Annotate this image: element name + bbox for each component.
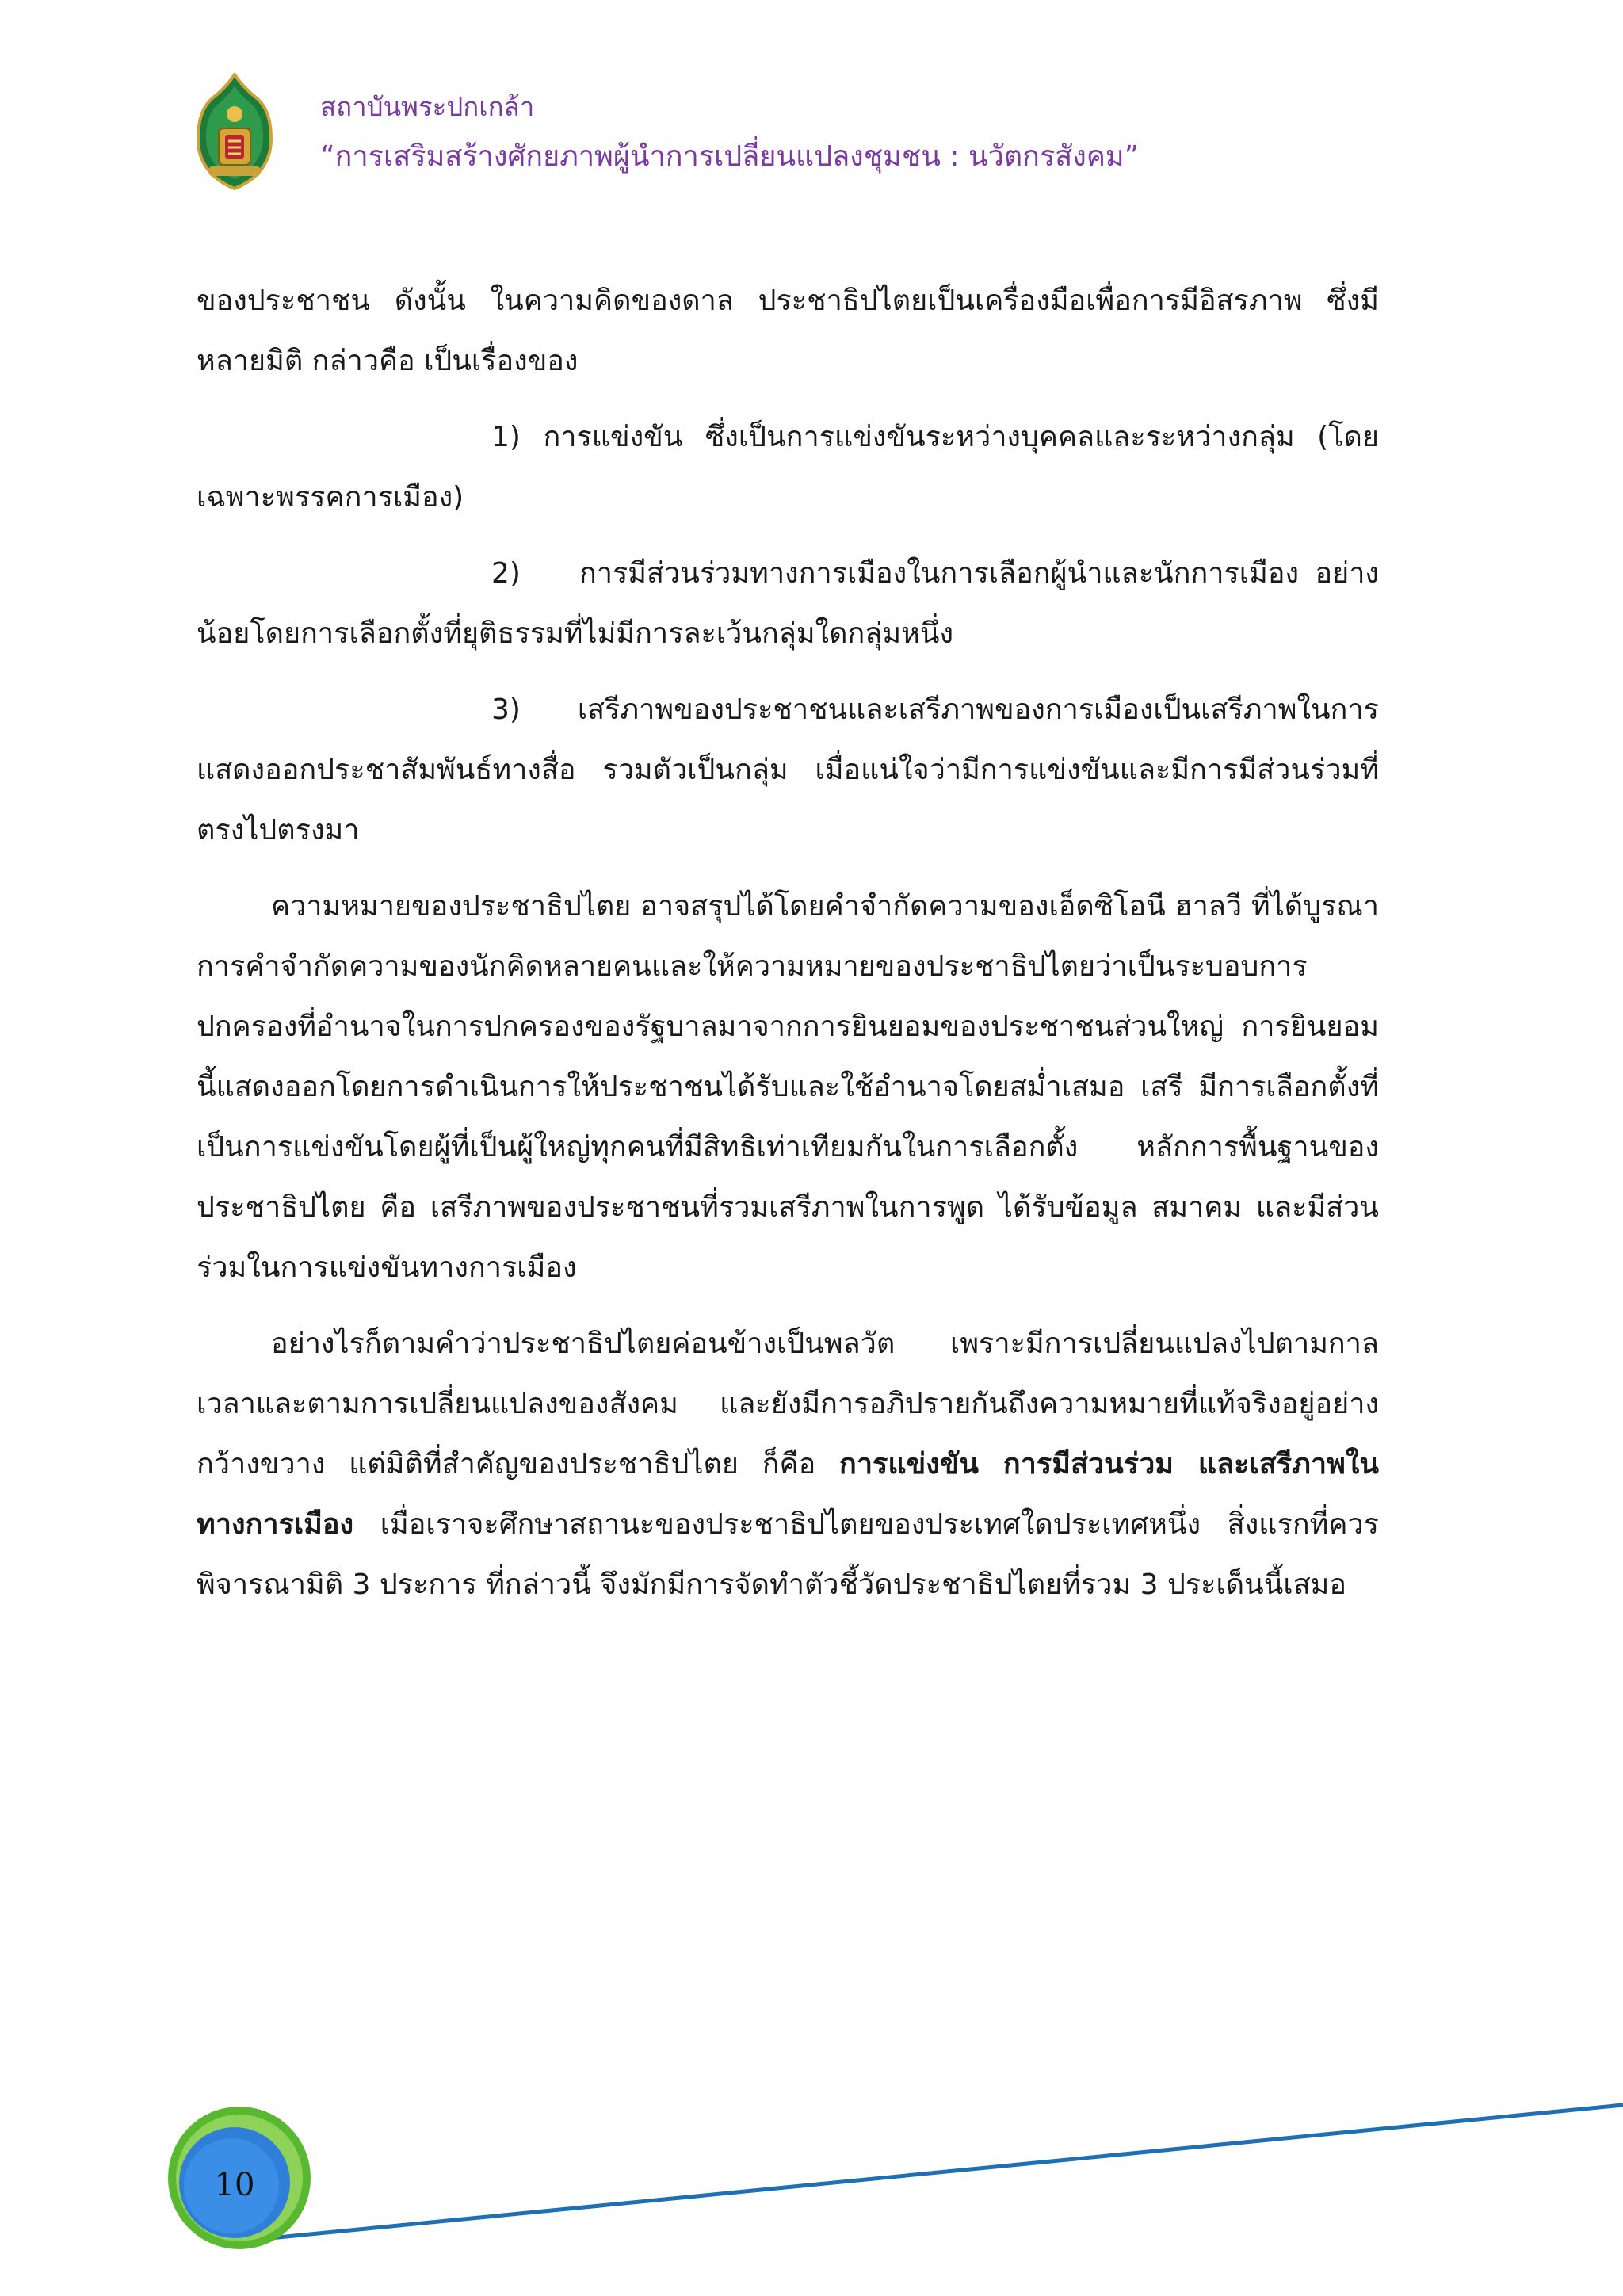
paragraph-3-bold: การแข่งขัน การมีส่วนร่วม และเสรีภาพในทางการเมือง	[197, 1448, 1379, 1541]
paragraph-3-start: อย่างไรก็ตามคำว่าประชาธิปไตยค่อนข้างเป็นพลวัต เพราะมีการเปลี่ยนแปลงไปตามกาลเวลาและตามการเปลี่ยนแปลงของสังคม และยังมีการอภิปรายกันถึงความหมายที่แท้จริงอยู่อย่างกว้างขวาง แต่มิติที่สำคัญของประชาธิปไตย ก็คือ	[197, 1328, 1379, 1480]
list-item-1-number: 1)	[491, 421, 521, 453]
list-item-1	[197, 407, 1379, 528]
list-item-1-text: การแข่งขัน ซึ่งเป็นการแข่งขันระหว่างบุคคลและระหว่างกลุ่ม (โดยเฉพาะพรรคการเมือง)	[197, 421, 1380, 514]
header-project-title: “การเสริมสร้างศักยภาพผู้นำการเปลี่ยนแปลงชุมชน : นวัตกรสังคม”	[320, 140, 1140, 173]
header-org-name: สถาบันพระปกเกล้า	[320, 91, 535, 122]
institute-emblem-icon	[197, 73, 273, 190]
paragraph-2: ความหมายของประชาธิปไตย อาจสรุปได้โดยคำจำกัดความของเอ็ดซิโอนี ฮาลวี ที่ได้บูรณาการคำจำกัดความของนักคิดหลายคนและให้ความหมายของประชาธิปไตยว่าเป็นระบอบการปกครองที่อำนาจในการปกครองของรัฐบาลมาจากการยินยอมของประชาชนส่วนใหญ่ การยินยอมนี้แสดงออกโดยการดำเนินการให้ประชาชนได้รับและใช้อำนาจโดยสม่ำเสมอ เสรี มีการเลือกตั้งที่เป็นการแข่งขันโดยผู้ที่เป็นผู้ใหญ่ทุกคนที่มีสิทธิเท่าเทียมกันในการเลือกตั้ง หลักการพื้นฐานของประชาธิปไตย คือ เสรีภาพของประชาชนที่รวมเสรีภาพในการพูด ได้รับข้อมูล สมาคม และมีส่วนร่วมในการแข่งขันทางการเมือง	[197, 890, 1379, 1284]
paragraph-3-end: เมื่อเราจะศึกษาสถานะของประชาธิปไตยของประเทศใดประเทศหนึ่ง สิ่งแรกที่ควรพิจารณามิติ 3 ประการ ที่กล่าวนี้ จึงมักมีการจัดทำตัวชี้วัดประชาธิปไตยที่รวม 3 ประเด็นนี้เสมอ	[197, 1508, 1379, 1601]
list-item-2	[197, 544, 1379, 664]
list-item-2-text: การมีส่วนร่วมทางการเมืองในการเลือกผู้นำและนักการเมือง อย่างน้อยโดยการเลือกตั้งที่ยุติธรรมที่ไม่มีการละเว้นกลุ่มใดกลุ่มหนึ่ง	[197, 557, 1379, 650]
list-item-2-number: 2)	[491, 557, 521, 590]
list-item-3	[197, 680, 1379, 861]
document-body	[197, 271, 1379, 1631]
paragraph-3	[197, 1314, 1379, 1615]
list-item-3-text: เสรีภาพของประชาชนและเสรีภาพของการเมืองเป็นเสรีภาพในการแสดงออกประชาสัมพันธ์ทางสื่อ รวมตัวเป็นกลุ่ม เมื่อแน่ใจว่ามีการแข่งขันและมีการมีส่วนร่วมที่ตรงไปตรงมา	[197, 693, 1379, 846]
paragraph-1: ของประชาชน ดังนั้น ในความคิดของดาล ประชาธิปไตยเป็นเครื่องมือเพื่อการมีอิสรภาพ ซึ่งมีหลายมิติ กล่าวคือ เป็นเรื่องของ	[197, 285, 1379, 377]
list-item-3-number: 3)	[491, 693, 521, 726]
page-number: 10	[214, 2167, 255, 2203]
